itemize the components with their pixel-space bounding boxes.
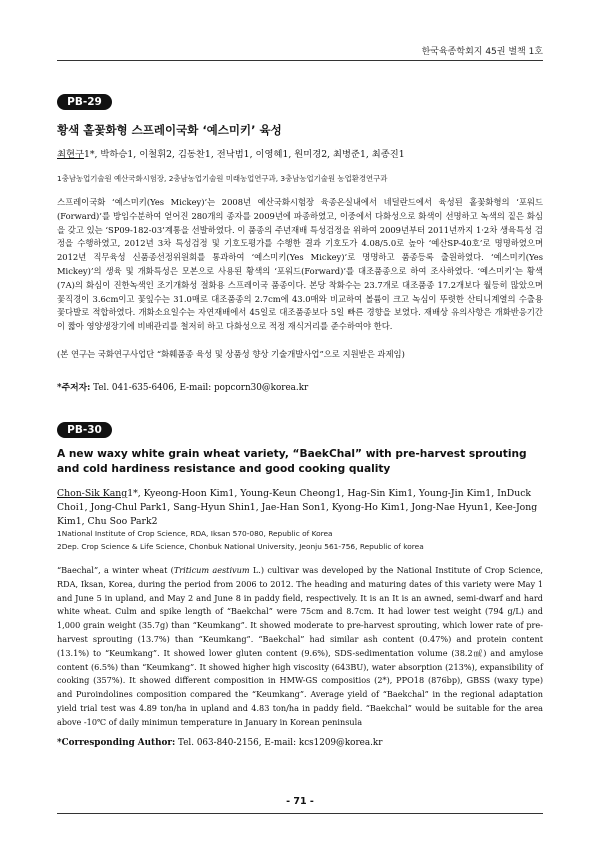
journal-header: 한국육종학회지 45권 별책 1호 [421,47,543,57]
abstract-title: 황색 홑꽃화형 스프레이국화 ‘예스미키’ 육성 [57,123,282,137]
abstract-body [57,564,543,730]
contact-details: Tel. 063-840-2156, E-mail: kcs1209@korea.kr [175,738,383,748]
abstract-title: A new waxy white grain wheat variety, “BaekChal” with pre-harvest sprouting and cold hardiness resistance and good cooking quality [57,448,527,475]
contact-label: *주저자: [57,383,91,393]
co-authors: 1*, Kyeong-Hoon Kim1, Young-Keun Cheong1, Hag-Sin Kim1, Young-Jin Kim1, InDuck Choi1, Jong-Chul Park1, Sang-Hyun Shin1, Jae-Han Son1, Kyong-Ho Kim1, Jong-Nae Hyun1, Kee-Jong Kim1, Chu Soo Park2 [57,488,538,527]
co-authors: 1*, 박하승1, 이철휘2, 김동찬1, 전낙범1, 이영혜1, 원미경2, 최병준1, 최종진1 [83,149,405,160]
author-list [57,148,543,162]
body-text: L.) cultivar was developed by the National Institute of Crop Science, RDA, Iksan, Korea, during the period from 2006 to 2012. The heading and maturing dates of this variety were May 1 and June 5 in upland, and May 2 and June 8 in paddy field, respectively. It is an It is an awned, semi-dwarf and hard white wheat. Culm and spike length of “Baekchal” were 75cm and 8.7cm. It had lower test weight (794 g/L) and 1,000 grain weight (35.7g) than “Keumkang”. It showed moderate to pre-harvest sprouting, which lower rate of pre-harvest sprouting (13.7%) than “Keumkang”. “Baekchal” had similar ash content (0.47%) and protein content (13.1%) to “Keumkang”. It showed lower gluten content (9.6%), SDS-sedimentation volume (38.2㎖) and amylose content (6.5%) than “Keumkang”. It showed higher high viscosity (643BU), water absorption (213%), expansibility of cooking (357%). It showed different composition in HMW-GS compositios (2*), PPO18 (876bp), GBSS (waxy type) and Puroindolines composition compared the “Keumkang”. Average yield of “Baekchal” in the regional adaptation yield trial test was 4.89 ton/ha in upland and 4.83 ton/ha in paddy field. “Baekchal” would be suitable for the area above -10℃ of daily minimun temperature in January in Korean peninsula [57,565,543,727]
presenting-author: Chon-Sik Kang [57,488,128,499]
species-name: Triticum aestivum [173,565,250,575]
abstract-body: 스프레이국화 ‘예스미키(Yes Mickey)’는 2008년 예산국화시험장 육종온실내에서 네덜란드에서 육성된 홑꽃화형의 ‘포워드(Forward)’를 방임수분하여 얻어진 280개의 종자를 2009년에 파종하였고, 이중에서 다화성으로 화색이 선명하고 녹색의 짙은 화심을 갖고 있는 ‘SP09-182-03’계통을 선발하였다. 이 품종의 주년재배 특성검정을 위하여 2009년부터 2011년까지 1·2차 생육특성 검정을 수행하였고, 2012년 3차 특성검정 및 기호도평가를 수행한 결과 기호도가 4.08/5.0로 높아 ‘예산SP-40호’로 명명하였으며 2012년 직무육성 신품종선정위원회를 통과하여 ‘예스미키(Yes Mickey)’로 명명하고 품종등록 출원하였다. ‘예스미키(Yes Mickey)’의 생육 및 개화특성은 모본으로 사용된 황색의 ‘포워드(Forward)’를 대조품종으로 하여 조사하였다. ‘예스미키’는 황색(7A)의 화심이 진한녹색인 조기개화성 절화용 스프레이국 품종이다. 본당 착화수는 23.7개로 대조품종 17.2개보다 월등히 많았으며 꽃직경이 3.6cm이고 꽃잎수는 31.0매로 대조품종의 2.7cm에 43.0매와 비교하여 볼륨이 크고 녹심이 뚜렷한 산티니계열의 수출용 꽃다발로 적합하였다. 개화소요일수는 자연재배에서 45일로 대조품종보다 5일 빠른 경향을 보였다. 재배상 유의사항은 개화반응기간이 짧아 영양생장기에 비배관리를 철저히 하고 다화성으로 적정 재식거리를 준수하여야 한다. [57,197,543,332]
header-rule [57,60,543,61]
body-intro: “Baechal”, a winter wheat ( [57,565,174,575]
contact-label: *Corresponding Author: [57,738,176,748]
author-list [57,487,543,529]
contact-details: Tel. 041-635-6406, E-mail: popcorn30@korea.kr [90,383,309,393]
funding-note: (본 연구는 국화연구사업단 “화훼품종 육성 및 상품성 향상 기술개발사업”으로 지원받은 과제임) [57,349,405,359]
contact-info [57,380,543,393]
contact-info [57,738,543,748]
presenting-author: 최현구 [57,149,84,160]
abstract-badge: PB-29 [57,94,112,110]
abstract-badge: PB-30 [57,422,112,438]
page-number: - 71 - [286,796,314,807]
affiliations: 1충남농업기술원 예산국화시험장, 2충남농업기술원 미래농업연구과, 3충남농업기술원 농업환경연구과 [57,174,388,183]
affiliation-1: 1National Institute of Crop Science, RDA, Iksan 570-080, Republic of Korea [57,529,333,538]
affiliation-2: 2Dep. Crop Science & Life Science, Chonbuk National University, Jeonju 561-756, Republic of korea [57,542,424,551]
footer-rule [57,813,543,814]
